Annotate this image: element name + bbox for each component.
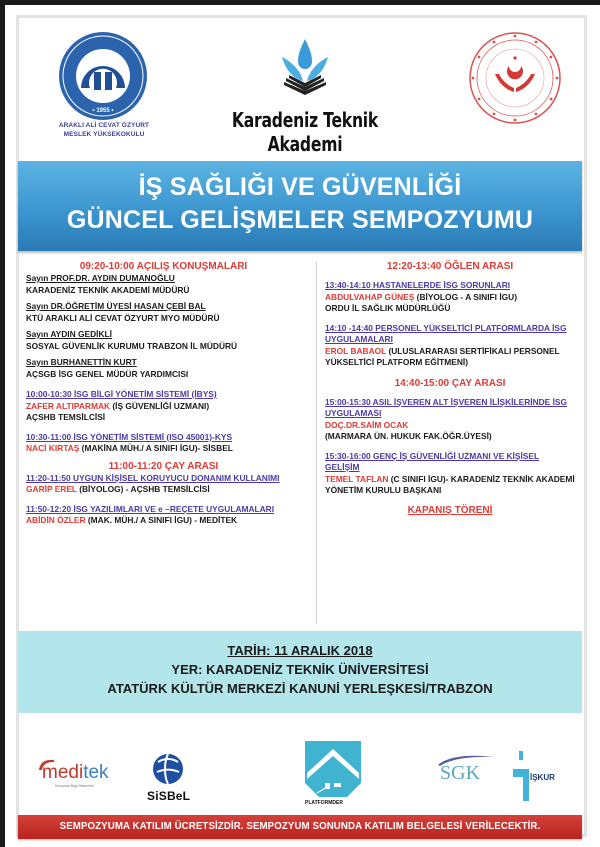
session-title: 10:00-10:30 İSG BİLGİ YÖNETİM SİSTEMİ (İBYS) — [26, 389, 217, 399]
iskur-logo-icon — [512, 751, 530, 803]
program-left-column — [26, 260, 301, 527]
karadeniz-teknik-akademi-name: Karadeniz Teknik Akademi — [231, 108, 379, 156]
session-speaker: DOÇ.DR.SAİM OCAK — [325, 419, 409, 430]
opening-speeches-heading: 09:20-10:00 AÇILIŞ KONUŞMALARI — [79, 261, 248, 272]
ministry-seal-icon — [465, 28, 565, 128]
speaker-block — [26, 357, 301, 380]
speaker-role: KTÜ ARAKLI ALİ CEVAT ÖZYURT MYO MÜDÜRÜ — [26, 312, 220, 323]
event-location-line-1: YER: KARADENİZ TEKNİK ÜNİVERSİTESİ — [171, 662, 429, 677]
session-title: 13:40-14:10 HASTANELERDE İSG SORUNLARI — [325, 280, 511, 290]
platformder-logo-icon — [303, 739, 363, 799]
event-location-line-2: ATATÜRK KÜLTÜR MERKEZİ KANUNİ YERLEŞKESİ/TRABZON — [107, 681, 493, 696]
program-right-column — [325, 260, 575, 516]
session-block — [325, 323, 575, 369]
lunch-break-heading: 12:20-13:40 ÖĞLEN ARASI — [386, 261, 514, 272]
session-detail-2: ORDU İL SAĞLIK MÜDÜRLÜĞÜ — [325, 303, 451, 313]
session-block — [26, 504, 301, 527]
session-title: 15:30-16:00 GENÇ İŞ GÜVENLİĞİ UZMANI VE KİŞİSEL GELİŞİM — [325, 450, 540, 472]
iskur-logo: İŞKUR — [530, 773, 555, 782]
session-block — [325, 280, 575, 315]
sisbel-logo: SiSBeL — [147, 789, 191, 803]
platformder-logo: PLATFORMDER — [305, 800, 343, 806]
meditek-logo — [42, 762, 109, 784]
session-speaker: TEMEL TAFLAN — [325, 473, 389, 484]
sisbel-globe-icon — [152, 752, 184, 786]
speaker-role: KARADENİZ TEKNİK AKADEMİ MÜDÜRÜ — [26, 284, 190, 295]
session-detail: (MAK. MÜH./ A SINIFI İGU) - MEDİTEK — [85, 515, 238, 525]
meditek-suffix: tek — [83, 762, 109, 783]
speaker-name: Sayın DR.ÖĞRETİM ÜYESİ HASAN ÇEBİ BAL — [26, 301, 206, 311]
participation-notice-bar: SEMPOZYUMA KATILIM ÜCRETSİZDİR. SEMPOZYUM SONUNDA KATILIM BELGELESİ VERİLECEKTİR. — [18, 815, 582, 839]
session-speaker: GARİP EREL — [26, 484, 77, 494]
session-speaker: NACİ KIRTAŞ — [26, 443, 80, 453]
sgk-logo: SGK — [440, 762, 481, 784]
session-detail-2: (MARMARA ÜN. HUKUK FAK.ÖĞR.ÜYESİ) — [325, 431, 492, 441]
column-divider — [316, 262, 317, 624]
speaker-name: Sayın AYDIN GEDİKLİ — [26, 329, 112, 339]
speaker-block — [26, 301, 301, 324]
tea-break-heading: 14:40-15:00 ÇAY ARASI — [394, 377, 506, 389]
session-speaker: ZAFER ALTIPARMAK — [26, 400, 111, 411]
session-detail: (MAKİNA MÜH./ A SINIFI İGU)- SİSBEL — [79, 443, 233, 453]
session-title: 11:20-11:50 UYGUN KİŞİSEL KORUYUCU DONANIM KULLANIMI — [26, 472, 280, 483]
session-block — [26, 389, 301, 424]
session-speaker: ABDULVAHAP GÜNEŞ — [325, 291, 415, 302]
speaker-role: SOSYAL GÜVENLİK KURUMU TRABZON İL MÜDÜRÜ — [26, 340, 238, 351]
session-speaker: ABİDİN ÖZLER — [26, 515, 86, 525]
caption-line-1: ARAKLI ALİ CEVAT ÖZYURT — [58, 122, 150, 129]
session-detail: (C SINIFI İGU)- KARADENİZ TEKNİK AKADEMİ YÖNETİM KURULU BAŞKANI — [325, 473, 575, 495]
svg-text:• 1955 •: • 1955 • — [92, 108, 114, 114]
session-title: 10:30-11:00 İSG YÖNETİM SİSTEMİ (ISO 45001)-KYS — [26, 431, 233, 442]
session-speaker: EROL BABAOL — [325, 345, 387, 356]
karadeniz-teknik-akademi-logo-icon — [270, 35, 340, 105]
session-block — [26, 473, 301, 496]
caption-line-2: MESLEK YÜKSEKOKULU — [63, 131, 145, 138]
tea-break-heading: 11:00-11:20 ÇAY ARASI — [108, 460, 219, 472]
session-title: 14:10 -14:40 PERSONEL YÜKSELTİCİ PLATFORMLARDA İSG UYGULAMALARI — [325, 322, 567, 344]
session-title: 15:00-15:30 ASIL İŞVEREN ALT İŞVEREN İLİŞKİLERİNDE İSG UYGULAMASI — [325, 396, 568, 418]
title-line-2: GÜNCEL GELİŞMELER SEMPOZYUMU — [66, 206, 534, 234]
session-detail-2: AÇSHB TEMSİLCİSİ — [26, 412, 106, 422]
symposium-title-banner — [18, 161, 582, 251]
title-line-1: İŞ SAĞLIĞI VE GÜVENLİĞİ — [138, 173, 462, 201]
event-date: TARİH: 11 ARALIK 2018 — [227, 643, 373, 658]
speaker-name: Sayın BURHANETTİN KURT — [26, 357, 137, 367]
session-title: 11:50-12:20 İSG YAZILIMLARI VE e –REÇETE UYGULAMALARI — [26, 503, 275, 514]
speaker-role: AÇSGB İSG GENEL MÜDÜR YARDIMCISI — [26, 368, 189, 379]
meditek-prefix: medi — [42, 762, 84, 783]
closing-ceremony-heading: KAPANIŞ TÖRENİ — [407, 504, 493, 516]
session-detail: (İŞ GÜVENLİĞİ UZMANI) — [110, 400, 210, 411]
ktu-myo-caption — [44, 121, 164, 139]
session-block — [26, 432, 301, 455]
meditek-tagline: Kurumsal Bilgi Sistemleri — [55, 784, 94, 788]
session-block — [325, 451, 575, 497]
date-location-band — [18, 631, 582, 713]
session-detail: (ULUSLARARASI SERTİFİKALI PERSONEL YÜKSELTİCİ PLATFORM EĞİTMENİ) — [325, 345, 560, 367]
speaker-block — [26, 329, 301, 352]
session-detail: (BİYOLOG - A SINIFI İGU) — [414, 291, 518, 302]
speaker-name: Sayın PROF.DR. AYDIN DUMANOĞLU — [26, 273, 175, 283]
speaker-block — [26, 273, 301, 296]
session-detail: (BİYOLOG) - AÇSHB TEMSİLCİSİ — [76, 484, 210, 494]
session-block — [325, 397, 575, 443]
